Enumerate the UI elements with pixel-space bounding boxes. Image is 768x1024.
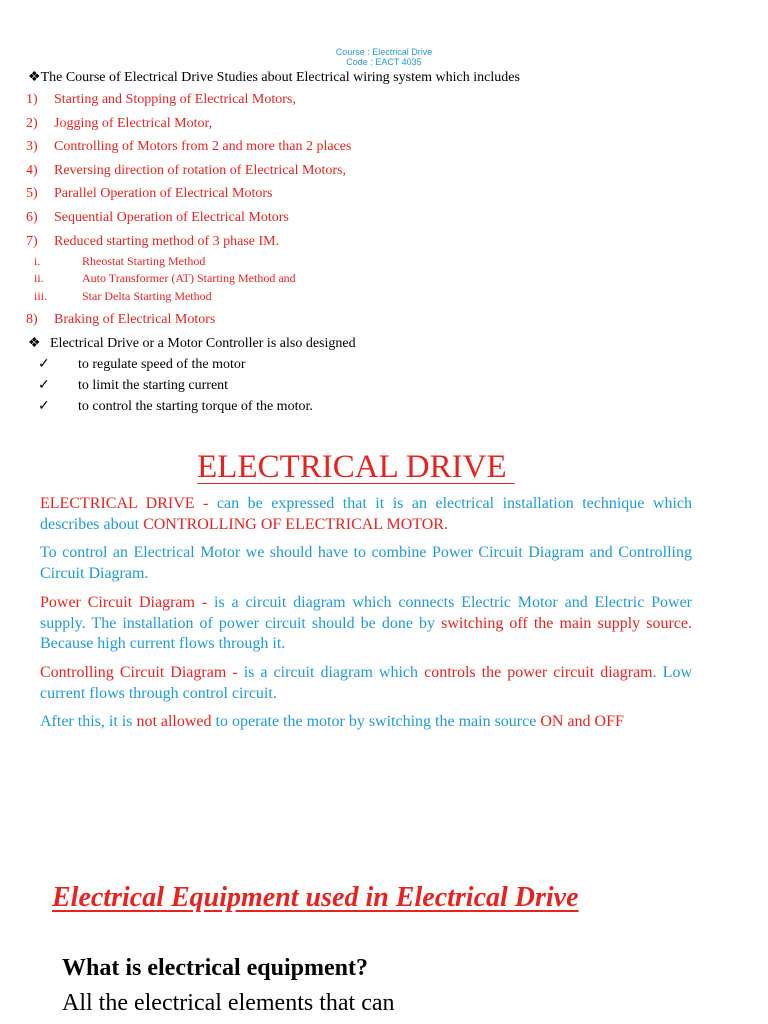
list-item: 3) Controlling of Motors from 2 and more than 2 places: [26, 139, 352, 154]
list-item: 6) Sequential Operation of Electrical Motors: [26, 210, 289, 225]
controller-line: ❖ Electrical Drive or a Motor Controller is also designed: [28, 336, 356, 351]
check-icon: ✓: [38, 399, 50, 414]
diamond-bullet-icon: ❖: [28, 336, 41, 351]
list-item: 1) Starting and Stopping of Electrical Motors,: [26, 92, 296, 107]
paragraph-switching: After this, it is not allowed to operate the motor by switching the main source ON and OFF: [40, 713, 624, 730]
list-item: 2) Jogging of Electrical Motor,: [26, 116, 213, 131]
list-item: 4) Reversing direction of rotation of Electrical Motors,: [26, 163, 346, 178]
sub-list-item: i. Rheostat Starting Method: [34, 254, 206, 268]
check-item: ✓ to control the starting torque of the motor.: [38, 399, 313, 414]
section-title: ELECTRICAL DRIVE: [197, 449, 515, 485]
course-label: Course : Electrical Drive: [335, 47, 433, 57]
check-icon: ✓: [38, 357, 50, 372]
paragraph-power-circuit: Power Circuit Diagram - is a circuit diagram which connects Electric Motor and Electric Power supply. The installation of power circuit should be done by switching off the main supply source. Because high current flows through it.: [40, 594, 693, 652]
paragraph-control-circuit: Controlling Circuit Diagram - is a circuit diagram which controls the power circuit diagram. Low current flows through control circuit.: [40, 664, 693, 702]
check-item: ✓ to regulate speed of the motor: [38, 357, 246, 372]
diamond-bullet-icon: ❖: [28, 70, 41, 85]
equipment-heading: Electrical Equipment used in Electrical Drive: [52, 882, 579, 913]
list-item: 5) Parallel Operation of Electrical Motors: [26, 186, 273, 201]
paragraph-definition: ELECTRICAL DRIVE - can be expressed that it is an electrical installation technique which describes about CONTROLLING OF ELECTRICAL MOTOR.: [40, 495, 693, 533]
course-code: Code : EACT 4035: [346, 57, 422, 67]
check-item: ✓ to limit the starting current: [38, 378, 229, 393]
sub-list-item: iii. Star Delta Starting Method: [34, 289, 212, 303]
answer-text: All the electrical elements that can: [62, 990, 395, 1016]
intro-text: The Course of Electrical Drive Studies about Electrical wiring system which includes: [40, 70, 520, 85]
paragraph-combine: To control an Electrical Motor we should have to combine Power Circuit Diagram and Controlling Circuit Diagram.: [40, 544, 692, 582]
sub-list-item: ii. Auto Transformer (AT) Starting Method and: [34, 271, 296, 285]
intro-line: [28, 69, 520, 86]
check-icon: ✓: [38, 378, 50, 393]
list-item: 7) Reduced starting method of 3 phase IM.: [26, 234, 280, 249]
question-heading: What is electrical equipment?: [62, 955, 368, 981]
list-item: 8) Braking of Electrical Motors: [26, 312, 216, 327]
